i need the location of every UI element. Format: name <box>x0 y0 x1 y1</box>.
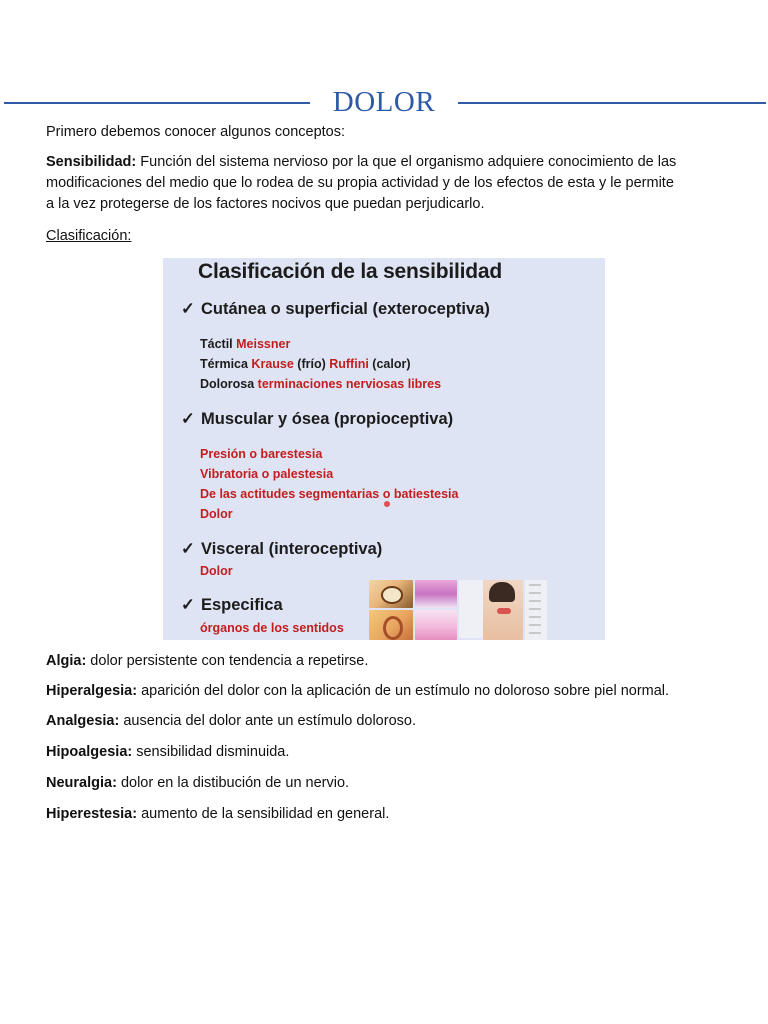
termica-label: Térmica <box>200 357 252 371</box>
slide-item-dolor-visceral: Dolor <box>200 564 233 578</box>
sensibilidad-paragraph <box>46 152 736 215</box>
slide-item-organos: órganos de los sentidos <box>200 621 344 635</box>
slide-title: Clasificación de la sensibilidad <box>198 260 503 283</box>
definition-text: dolor persistente con tendencia a repetirse. <box>86 653 369 669</box>
slide-heading-cutanea-text: Cutánea o superficial (exteroceptiva) <box>201 300 490 318</box>
definition-term: Algia: <box>46 653 87 669</box>
check-icon: ✓ <box>181 540 195 558</box>
title-rule-right <box>458 102 766 104</box>
face-illustration <box>483 580 523 640</box>
sensibilidad-line-3: a la vez protegerse de los factores nocivos que puedan perjudicarlo. <box>46 196 485 212</box>
definition-term: Neuralgia: <box>46 775 117 791</box>
eye-illustration <box>369 580 413 608</box>
slide-heading-especifica <box>181 594 283 616</box>
definition-text: ausencia del dolor ante un estímulo doloroso. <box>119 713 416 729</box>
tongue-illustration <box>415 610 457 640</box>
definition-neuralgia <box>46 773 746 794</box>
classification-slide-image <box>163 258 605 640</box>
slide-heading-muscular-text: Muscular y ósea (propioceptiva) <box>201 410 454 428</box>
slide-item-dolorosa <box>200 374 441 394</box>
definition-algia <box>46 651 746 672</box>
check-icon: ✓ <box>181 410 195 428</box>
skin-illustration <box>415 580 457 608</box>
tactil-receptor: Meissner <box>236 337 291 351</box>
slide-heading-especifica-text: Especifica <box>201 596 283 614</box>
slide-heading-cutanea <box>181 298 490 320</box>
definition-text: sensibilidad disminuida. <box>132 744 290 760</box>
diagram-illustration <box>459 580 483 638</box>
pointer-dot-icon <box>384 501 390 507</box>
tactil-label: Táctil <box>200 337 237 351</box>
slide-item-vibratoria: Vibratoria o palestesia <box>200 467 334 481</box>
olfactory-diagram-illustration <box>525 580 547 640</box>
slide-item-actitudes: De las actitudes segmentarias o batiestesia <box>200 487 459 501</box>
slide-item-dolor-muscular: Dolor <box>200 507 233 521</box>
slide-heading-muscular <box>181 408 453 430</box>
definition-term: Hiperalgesia: <box>46 683 138 699</box>
definition-hiperalgesia <box>46 681 746 702</box>
ear-illustration <box>369 610 413 640</box>
definition-text: aumento de la sensibilidad en general. <box>137 806 390 822</box>
definition-hipoalgesia <box>46 742 746 763</box>
slide-item-termica <box>200 354 411 374</box>
clasificacion-heading: Clasificación: <box>46 228 132 244</box>
sensibilidad-line-1: Función del sistema nervioso por la que el organismo adquiere conocimiento de las <box>136 154 677 170</box>
definition-term: Hiperestesia: <box>46 806 138 822</box>
definition-term: Hipoalgesia: <box>46 744 133 760</box>
dolorosa-label: Dolorosa <box>200 377 258 391</box>
check-icon: ✓ <box>181 596 195 614</box>
page-title: DOLOR <box>332 86 436 118</box>
definition-analgesia <box>46 711 746 732</box>
title-rule-left <box>4 102 310 104</box>
slide-item-tactil <box>200 334 290 354</box>
termica-receptor-heat: Ruffini <box>329 357 369 371</box>
slide-heading-visceral-text: Visceral (interoceptiva) <box>201 540 383 558</box>
termica-cold-text: (frío) <box>293 357 330 371</box>
dolorosa-receptor: terminaciones nerviosas libres <box>257 377 442 391</box>
termica-receptor-cold: Krause <box>251 357 294 371</box>
sensibilidad-line-2: modificaciones del medio que lo rodea de su propia actividad y de los efectos de esta y le permite <box>46 175 674 191</box>
check-icon: ✓ <box>181 300 195 318</box>
definition-term: Analgesia: <box>46 713 120 729</box>
definition-hiperestesia <box>46 804 746 825</box>
definition-text: aparición del dolor con la aplicación de un estímulo no doloroso sobre piel normal. <box>137 683 670 699</box>
intro-text: Primero debemos conocer algunos conceptos: <box>46 124 346 140</box>
termica-heat-text: (calor) <box>368 357 411 371</box>
slide-heading-visceral <box>181 538 382 560</box>
title-row <box>0 84 768 120</box>
definition-text: dolor en la distibución de un nervio. <box>116 775 350 791</box>
sensibilidad-term: Sensibilidad: <box>46 154 137 170</box>
slide-item-presion: Presión o barestesia <box>200 447 323 461</box>
